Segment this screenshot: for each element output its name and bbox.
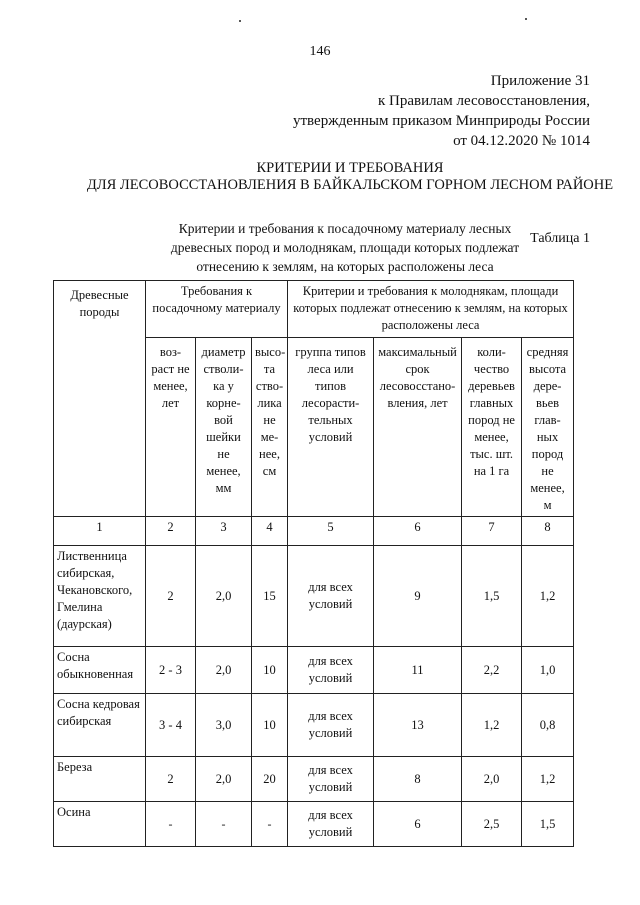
table-row xyxy=(54,757,574,802)
table-row xyxy=(54,802,574,847)
age-cell: 2 xyxy=(146,757,196,802)
title-line: ДЛЯ ЛЕСОВОССТАНОВЛЕНИЯ В БАЙКАЛЬСКОМ ГОРНОМ ЛЕСНОМ РАЙОНЕ xyxy=(86,177,614,193)
forest-type-cell: для всех условий xyxy=(288,757,374,802)
appendix-line: от 04.12.2020 № 1014 xyxy=(453,133,590,149)
header-forest-type: группа типов леса или типов лесорасти-тельных условий xyxy=(288,338,374,517)
diameter-cell: 3,0 xyxy=(196,694,252,757)
header-planting-group: Требования к посадочному материалу xyxy=(146,281,288,338)
document-title xyxy=(0,160,640,194)
forest-type-cell: для всех условий xyxy=(288,802,374,847)
diameter-cell: - xyxy=(196,802,252,847)
column-number: 6 xyxy=(374,517,462,546)
header-height: высо-та ство-лика не ме-нее, см xyxy=(252,338,288,517)
age-cell: - xyxy=(146,802,196,847)
appendix-line: утвержденным приказом Минприроды России xyxy=(293,113,590,129)
caption-line: Критерии и требования к посадочному материалу лесных xyxy=(178,221,512,236)
diameter-cell: 2,0 xyxy=(196,546,252,647)
forest-type-cell: для всех условий xyxy=(288,694,374,757)
diameter-cell: 2,0 xyxy=(196,647,252,694)
age-cell: 2 xyxy=(146,546,196,647)
avg-height-cell: 0,8 xyxy=(522,694,574,757)
criteria-table xyxy=(53,280,574,847)
header-age: воз-раст не менее, лет xyxy=(146,338,196,517)
age-cell: 3 - 4 xyxy=(146,694,196,757)
age-cell: 2 - 3 xyxy=(146,647,196,694)
table-caption xyxy=(150,219,540,276)
header-tree-count: коли-чество деревьев главных пород не менее, тыс. шт. на 1 га xyxy=(462,338,522,517)
species-cell: Береза xyxy=(54,757,146,802)
scan-speck xyxy=(239,20,241,22)
page-number: 146 xyxy=(309,44,331,59)
height-cell: 10 xyxy=(252,647,288,694)
column-number: 3 xyxy=(196,517,252,546)
table-row xyxy=(54,647,574,694)
appendix-line: к Правилам лесовосстановления, xyxy=(377,93,590,109)
caption-line: отнесению к землям, на которых расположены леса xyxy=(196,259,494,274)
height-cell: 10 xyxy=(252,694,288,757)
table-label: Таблица 1 xyxy=(530,231,590,246)
scan-speck xyxy=(525,18,527,20)
header-max-term: максимальный срок лесовосстано-вления, лет xyxy=(374,338,462,517)
header-young-group: Критерии и требования к молоднякам, площади которых подлежат отнесению к землям, на которых расположены леса xyxy=(288,281,574,338)
max-term-cell: 11 xyxy=(374,647,462,694)
caption-line: древесных пород и молоднякам, площади которых подлежат xyxy=(170,240,520,255)
tree-count-cell: 1,5 xyxy=(462,546,522,647)
header-species: Древесные породы xyxy=(54,281,146,517)
appendix-block xyxy=(293,71,590,151)
appendix-line: Приложение 31 xyxy=(490,73,590,89)
height-cell: - xyxy=(252,802,288,847)
tree-count-cell: 2,5 xyxy=(462,802,522,847)
column-number: 1 xyxy=(54,517,146,546)
avg-height-cell: 1,0 xyxy=(522,647,574,694)
species-cell: Лиственница сибирская, Чекановского, Гмелина (даурская) xyxy=(54,546,146,647)
column-number: 8 xyxy=(522,517,574,546)
column-number: 2 xyxy=(146,517,196,546)
tree-count-cell: 2,2 xyxy=(462,647,522,694)
max-term-cell: 9 xyxy=(374,546,462,647)
diameter-cell: 2,0 xyxy=(196,757,252,802)
tree-count-cell: 1,2 xyxy=(462,694,522,757)
max-term-cell: 13 xyxy=(374,694,462,757)
avg-height-cell: 1,5 xyxy=(522,802,574,847)
column-number-row xyxy=(54,517,574,546)
tree-count-cell: 2,0 xyxy=(462,757,522,802)
forest-type-cell: для всех условий xyxy=(288,546,374,647)
column-number: 4 xyxy=(252,517,288,546)
column-number: 5 xyxy=(288,517,374,546)
species-cell: Сосна обыкновенная xyxy=(54,647,146,694)
forest-type-cell: для всех условий xyxy=(288,647,374,694)
species-cell: Сосна кедровая сибирская xyxy=(54,694,146,757)
table-row xyxy=(54,546,574,647)
table-row xyxy=(54,694,574,757)
header-avg-height: средняя высота дере-вьев глав-ных пород не менее, м xyxy=(522,338,574,517)
title-line: КРИТЕРИИ И ТРЕБОВАНИЯ xyxy=(256,160,444,176)
avg-height-cell: 1,2 xyxy=(522,546,574,647)
max-term-cell: 8 xyxy=(374,757,462,802)
height-cell: 20 xyxy=(252,757,288,802)
height-cell: 15 xyxy=(252,546,288,647)
max-term-cell: 6 xyxy=(374,802,462,847)
column-number: 7 xyxy=(462,517,522,546)
avg-height-cell: 1,2 xyxy=(522,757,574,802)
table-header-row xyxy=(54,281,574,338)
header-diameter: диаметр стволи-ка у корне-вой шейки не менее, мм xyxy=(196,338,252,517)
species-cell: Осина xyxy=(54,802,146,847)
